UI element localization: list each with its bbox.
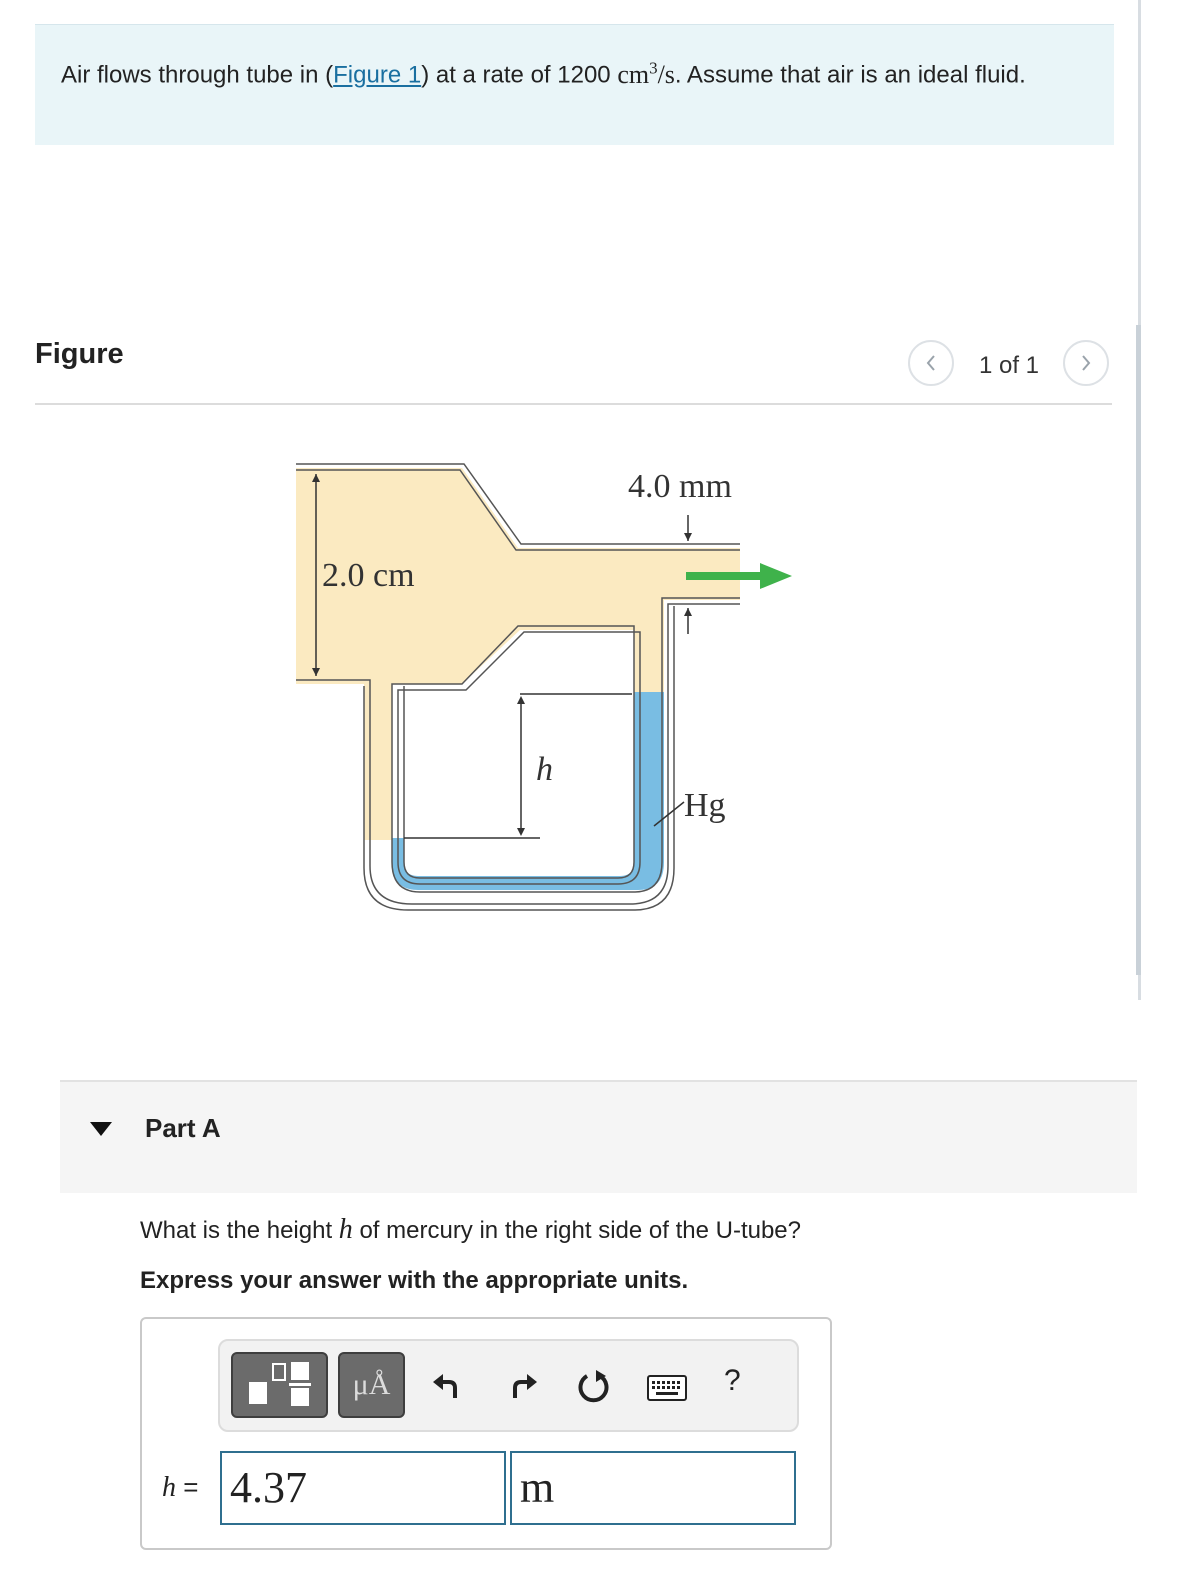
reset-button[interactable] [574, 1366, 614, 1406]
question-end: of mercury in the right side of the U-tube? [352, 1217, 801, 1244]
keyboard-icon [647, 1375, 687, 1401]
rate-unit-exponent: 3 [649, 58, 658, 77]
figure-page-counter: 1 of 1 [978, 352, 1040, 379]
figure-link[interactable]: Figure 1 [333, 61, 422, 89]
venturi-tube-diagram [280, 440, 820, 940]
reset-icon [576, 1368, 612, 1404]
scrollbar-thumb[interactable] [1136, 325, 1141, 975]
redo-icon [507, 1370, 539, 1402]
part-a-header[interactable] [60, 1080, 1137, 1193]
problem-statement [61, 51, 1071, 93]
mercury-label: Hg [684, 787, 726, 824]
keyboard-button[interactable] [647, 1368, 687, 1408]
answer-units-input[interactable]: m [510, 1451, 796, 1525]
height-label: h [536, 751, 553, 788]
question-variable: h [338, 1214, 353, 1245]
templates-button[interactable] [231, 1352, 328, 1418]
units-button[interactable]: μÅ [338, 1352, 405, 1418]
answer-instruction: Express your answer with the appropriate units. [140, 1267, 689, 1294]
problem-text-end: . Assume that air is an ideal fluid. [674, 61, 1026, 89]
figure-title: Figure [35, 338, 124, 370]
narrow-diameter-label: 4.0 mm [628, 468, 732, 505]
chevron-left-icon [924, 353, 938, 373]
undo-button[interactable] [427, 1366, 467, 1406]
problem-text-mid: ) at a rate of 1200 [421, 61, 618, 89]
answer-variable: h [162, 1472, 176, 1503]
redo-button[interactable] [503, 1366, 543, 1406]
help-button[interactable]: ? [724, 1364, 741, 1397]
question-start: What is the height [140, 1217, 339, 1244]
undo-icon [431, 1370, 463, 1402]
question-text [140, 1214, 801, 1246]
wide-diameter-label: 2.0 cm [322, 557, 415, 594]
problem-statement-box [35, 24, 1114, 145]
rate-unit-tail: /s [657, 59, 675, 89]
mercury-region [364, 692, 664, 890]
templates-icon [233, 1354, 326, 1416]
next-figure-button[interactable] [1063, 340, 1109, 386]
rate-unit [617, 60, 675, 89]
problem-text-start: Air flows through tube in ( [61, 61, 334, 89]
previous-figure-button[interactable] [908, 340, 954, 386]
equals-sign: = [183, 1472, 199, 1502]
figure-divider [35, 403, 1112, 405]
caret-down-icon[interactable] [90, 1122, 112, 1136]
answer-variable-label [162, 1472, 198, 1504]
answer-value-input[interactable]: 4.37 [220, 1451, 506, 1525]
chevron-right-icon [1079, 353, 1093, 373]
part-a-title: Part A [145, 1113, 221, 1143]
rate-unit-base: cm [617, 59, 650, 89]
